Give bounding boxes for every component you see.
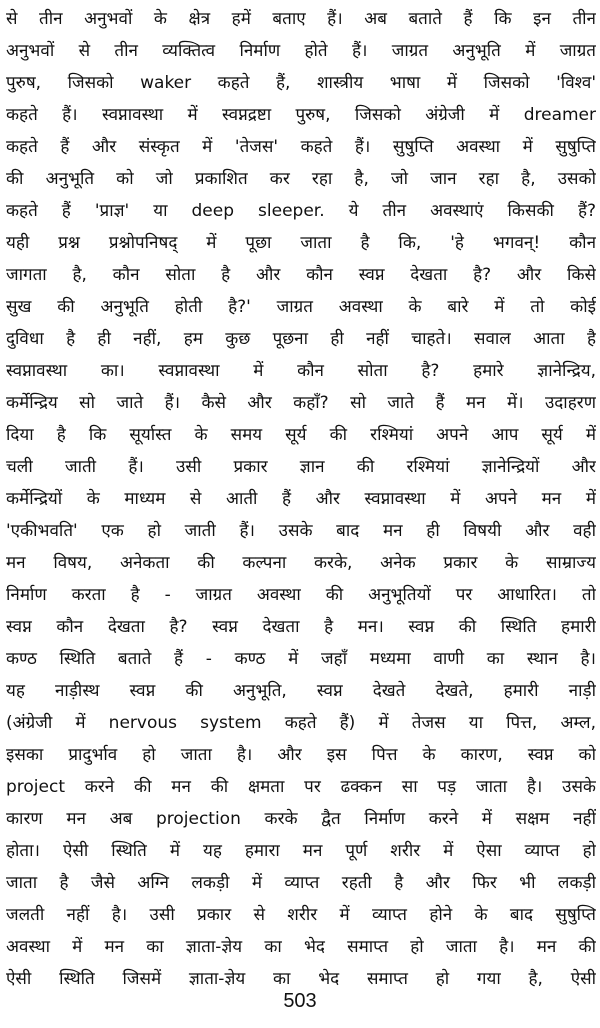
- page-number: 503: [283, 990, 317, 1012]
- text-line: जलती नहीं है। उसी प्रकार से शरीर में व्याप्त होने के बाद सुषुप्ति: [6, 905, 596, 925]
- text-line: अनुभवों से तीन व्यक्तित्व निर्माण होते हैं। जाग्रत अनुभूति में जाग्रत: [6, 41, 596, 61]
- text-line: यही प्रश्न प्रश्नोपनिषद् में पूछा जाता है कि, 'हे भगवन्! कौन: [6, 233, 596, 253]
- text-line: जाता है जैसे अग्नि लकड़ी में व्याप्त रहती है और फिर भी लकड़ी: [6, 873, 596, 893]
- text-line: कर्मेन्द्रियों के माध्यम से आती हैं और स्वप्नावस्था में अपने मन में: [6, 489, 596, 509]
- text-line: (अंग्रेजी में nervous system कहते हैं) में तेजस या पित्त, अम्ल,: [6, 713, 596, 733]
- text-line: स्वप्न कौन देखता है? स्वप्न देखता है मन। स्वप्न की स्थिति हमारी: [6, 617, 596, 637]
- text-line: स्वप्नावस्था का। स्वप्नावस्था में कौन सोता है? हमारे ज्ञानेन्द्रिय,: [6, 361, 596, 381]
- text-line: की अनुभूति को जो प्रकाशित कर रहा है, जो जान रहा है, उसको: [6, 169, 596, 189]
- text-line: अवस्था में मन का ज्ञाता-ज्ञेय का भेद समाप्त हो जाता है। मन की: [6, 937, 596, 957]
- text-line: ऐसी स्थिति जिसमें ज्ञाता-ज्ञेय का भेद समाप्त हो गया है, ऐसी: [6, 969, 596, 989]
- text-line: यह नाड़ीस्थ स्वप्न की अनुभूति, स्वप्न देखते देखते, हमारी नाड़ी: [6, 681, 596, 701]
- text-line: पुरुष, जिसको waker कहते हैं, शास्त्रीय भाषा में जिसको 'विश्व': [6, 73, 596, 93]
- text-line: कहते हैं और संस्कृत में 'तेजस' कहते हैं। सुषुप्ति अवस्था में सुषुप्ति: [6, 137, 596, 157]
- text-line: दुविधा है ही नहीं, हम कुछ पूछना ही नहीं चाहते। सवाल आता है: [6, 329, 596, 349]
- text-line: चली जाती हैं। उसी प्रकार ज्ञान की रश्मियां ज्ञानेन्द्रियों और: [6, 457, 596, 477]
- text-line: 'एकीभवति' एक हो जाती हैं। उसके बाद मन ही विषयी और वही: [6, 521, 596, 541]
- text-line: से तीन अनुभवों के क्षेत्र हमें बताए हैं। अब बताते हैं कि इन तीन: [6, 9, 596, 29]
- text-line: project करने की मन की क्षमता पर ढक्कन सा पड़ जाता है। उसके: [6, 777, 596, 797]
- text-line: होता। ऐसी स्थिति में यह हमारा मन पूर्ण शरीर में ऐसा व्याप्त हो: [6, 841, 596, 861]
- text-line: निर्माण करता है - जाग्रत अवस्था की अनुभूतियों पर आधारित। तो: [6, 585, 596, 605]
- text-line: कहते हैं। स्वप्नावस्था में स्वप्नद्रष्टा पुरुष, जिसको अंग्रेजी में dreamer: [6, 105, 596, 125]
- text-line: इसका प्रादुर्भाव हो जाता है। और इस पित्त के कारण, स्वप्न को: [6, 745, 596, 765]
- text-line: सुख की अनुभूति होती है?' जाग्रत अवस्था के बारे में तो कोई: [6, 297, 596, 317]
- text-line: जागता है, कौन सोता है और कौन स्वप्न देखता है? और किसे: [6, 265, 596, 285]
- text-line: कर्मेन्द्रिय सो जाते हैं। कैसे और कहाँ? सो जाते हैं मन में। उदाहरण: [6, 393, 596, 413]
- text-line: कण्ठ स्थिति बताते हैं - कण्ठ में जहाँ मध्यमा वाणी का स्थान है।: [6, 649, 596, 669]
- text-line: मन विषय, अनेकता की कल्पना करके, अनेक प्रकार के साम्राज्य: [6, 553, 596, 573]
- text-line: दिया है कि सूर्यास्त के समय सूर्य की रश्मियां अपने आप सूर्य में: [6, 425, 596, 445]
- text-line: कारण मन अब projection करके द्वैत निर्माण करने में सक्षम नहीं: [6, 809, 596, 829]
- text-line: कहते हैं 'प्राज्ञ' या deep sleeper. ये तीन अवस्थाएं किसकी हैं?: [6, 201, 596, 221]
